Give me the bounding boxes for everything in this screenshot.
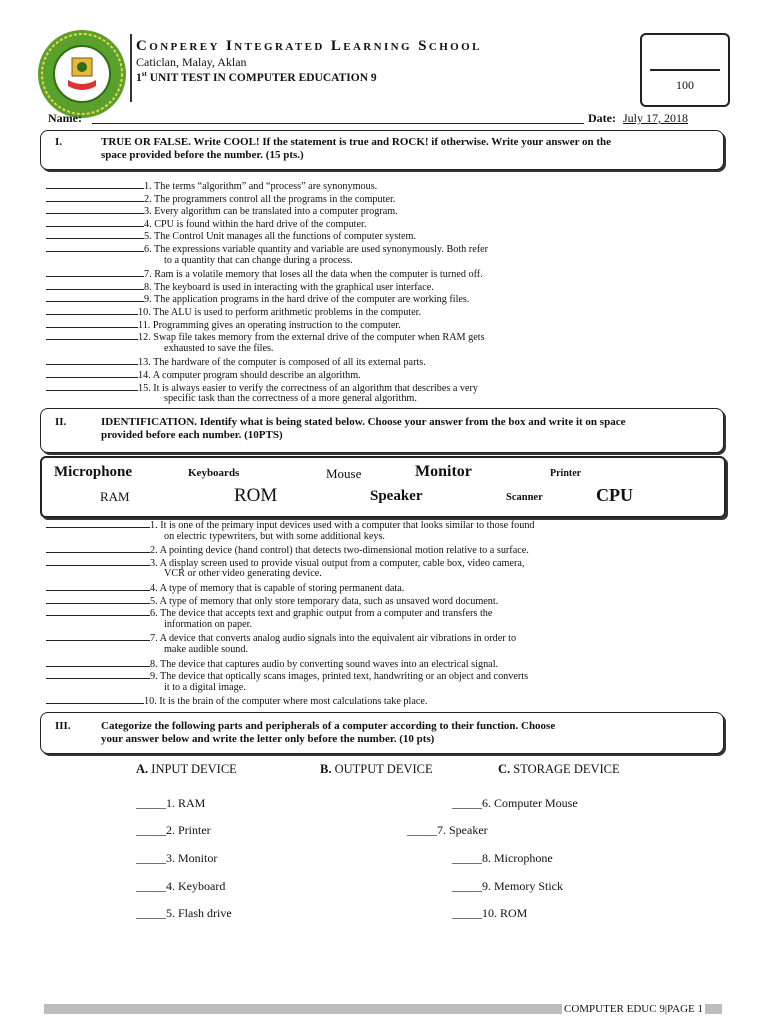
section3-box: [40, 712, 724, 754]
item-number: 15.: [138, 382, 151, 394]
item-text: The hardware of the computer is composed of all its external parts.: [153, 357, 426, 369]
school-name: Conperey Integrated Learning School: [136, 38, 482, 54]
answer-blank[interactable]: [46, 694, 144, 704]
answer-blank[interactable]: [46, 355, 138, 365]
section1-number: I.: [55, 136, 63, 148]
answer-blank[interactable]: [46, 594, 150, 604]
item-text: A type of memory that only store temporary data, such as unsaved word document.: [159, 595, 499, 607]
item-number: 4.: [150, 583, 158, 594]
item-text: A device that converts analog audio signals into the equivalent air vibrations in order to: [159, 633, 517, 645]
section2-box: [40, 408, 724, 453]
item-number: 12.: [138, 332, 151, 344]
item-text: A display screen used to provide visual output from a computer, cable box, video camera,: [159, 557, 525, 569]
word-bank-item: RAM: [100, 489, 130, 504]
word-bank-item: Printer: [550, 468, 582, 479]
word-bank-item: Monitor: [415, 463, 472, 480]
word-bank-item: ROM: [234, 485, 278, 506]
section2-item: [46, 694, 427, 709]
item-text-continued: VCR or other video generating device.: [164, 568, 322, 580]
date-value: July 17, 2018: [623, 111, 689, 125]
categorize-item: _____10. ROM: [452, 906, 528, 920]
item-number: 6.: [150, 608, 158, 620]
item-number: 2.: [144, 193, 152, 205]
section2-number: II.: [55, 416, 67, 428]
answer-blank[interactable]: [46, 330, 138, 340]
footer-page: COMPUTER EDUC 9|PAGE 1: [564, 1003, 704, 1015]
answer-blank[interactable]: [46, 280, 144, 290]
item-number: 9.: [150, 671, 158, 683]
categorize-item: _____3. Monitor: [136, 851, 218, 865]
score-total: 100: [676, 78, 694, 92]
school-logo: [36, 28, 128, 120]
section1-instruction-2: space provided before the number. (15 pts.): [101, 149, 304, 161]
item-number: 8.: [144, 281, 152, 293]
name-label: Name:: [48, 111, 82, 125]
choice-c: C. STORAGE DEVICE: [498, 762, 620, 776]
item-text: A type of memory that is capable of storing permanent data.: [159, 583, 405, 594]
categorize-item: _____2. Printer: [136, 823, 211, 837]
item-text-continued: it to a digital image.: [164, 681, 246, 693]
categorize-item: _____6. Computer Mouse: [452, 796, 578, 810]
answer-blank[interactable]: [46, 217, 144, 227]
answer-blank[interactable]: [46, 581, 150, 591]
answer-blank[interactable]: [46, 518, 150, 528]
item-text: It is the brain of the computer where most calculations take place.: [159, 696, 428, 708]
word-bank-item: Keyboards: [188, 467, 240, 479]
answer-blank[interactable]: [46, 292, 144, 302]
item-text: Programming gives an operating instruction to the computer.: [152, 319, 401, 331]
item-number: 10.: [138, 307, 151, 318]
answer-blank[interactable]: [46, 267, 144, 277]
answer-blank[interactable]: [46, 381, 138, 391]
item-text-continued: on electric typewriters, but with some additional keys.: [164, 530, 385, 542]
item-text: It is always easier to verify the correctness of an algorithm that describes a very: [153, 382, 479, 394]
score-line: [650, 69, 720, 71]
section1-instruction-1: TRUE OR FALSE. Write COOL! If the statement is true and ROCK! if otherwise. Write your answer on the: [101, 136, 612, 148]
answer-blank[interactable]: [46, 669, 150, 679]
section2-item: [46, 631, 516, 646]
item-text: The expressions variable quantity and variable are used synonymously. Both refer: [154, 244, 489, 255]
item-text-continued: information on paper.: [164, 618, 252, 630]
item-text: The device that captures audio by converting sound waves into an electrical signal.: [160, 658, 499, 670]
categorize-item: _____4. Keyboard: [136, 879, 226, 893]
answer-blank[interactable]: [46, 631, 150, 641]
header-divider: [130, 34, 132, 102]
item-text: The Control Unit manages all the functions of computer system.: [154, 231, 417, 243]
section1-box: [40, 130, 724, 170]
date-label: Date:: [588, 111, 616, 125]
item-text: The device that optically scans images, printed text, handwriting or an object and converts: [160, 671, 529, 683]
answer-blank[interactable]: [46, 657, 150, 667]
item-number: 11.: [138, 319, 151, 331]
word-bank-item: Microphone: [54, 464, 133, 480]
categorize-item: _____1. RAM: [136, 796, 206, 810]
section2-item: [46, 669, 528, 684]
answer-blank[interactable]: [46, 242, 144, 252]
answer-blank[interactable]: [46, 305, 138, 315]
answer-blank[interactable]: [46, 543, 150, 553]
item-text: Swap file takes memory from the external drive of the computer when RAM gets: [153, 332, 485, 344]
item-text: A pointing device (hand control) that detects two-dimensional motion relative to a surface.: [159, 545, 529, 557]
name-field[interactable]: [92, 123, 584, 124]
categorize-item: _____8. Microphone: [452, 851, 553, 865]
item-text: Every algorithm can be translated into a computer program.: [154, 206, 398, 218]
item-text: The ALU is used to perform arithmetic problems in the computer.: [153, 307, 422, 318]
answer-blank[interactable]: [46, 204, 144, 214]
item-number: 5.: [150, 595, 158, 607]
word-bank-item: Scanner: [506, 492, 543, 503]
item-number: 14.: [138, 370, 151, 381]
item-text: The programmers control all the programs in the computer.: [154, 193, 396, 205]
item-number: 6.: [144, 244, 152, 255]
item-text: The terms “algorithm” and “process” are synonymous.: [154, 181, 378, 192]
categorize-item: _____5. Flash drive: [136, 906, 232, 920]
section3-number: III.: [55, 720, 71, 732]
section3-instruction-1: Categorize the following parts and peripherals of a computer according to their function. Choose: [101, 720, 556, 732]
word-bank-item: Mouse: [326, 466, 362, 481]
item-text: The application programs in the hard drive of the computer are working files.: [154, 294, 470, 306]
answer-blank[interactable]: [46, 318, 138, 328]
item-text: The device that accepts text and graphic output from a computer and transfers the: [160, 608, 493, 620]
word-bank-item: Speaker: [370, 488, 423, 504]
answer-blank[interactable]: [46, 368, 138, 378]
test-title: 1st UNIT TEST IN COMPUTER EDUCATION 9: [136, 70, 377, 84]
answer-blank[interactable]: [46, 606, 150, 616]
item-text-continued: to a quantity that can change during a process.: [164, 254, 353, 266]
choice-a: A. INPUT DEVICE: [136, 762, 237, 776]
word-bank-item: CPU: [596, 485, 633, 505]
choice-b: B. OUTPUT DEVICE: [320, 762, 433, 776]
item-number: 1.: [150, 520, 158, 531]
section2-item: [46, 606, 492, 621]
categorize-item: _____7. Speaker: [407, 823, 488, 837]
item-number: 8.: [150, 658, 158, 670]
item-text-continued: specific task than the correctness of a more general algorithm.: [164, 393, 417, 405]
item-number: 9.: [144, 294, 152, 306]
answer-blank[interactable]: [46, 229, 144, 239]
categorize-item: _____9. Memory Stick: [452, 879, 563, 893]
school-address: Caticlan, Malay, Aklan: [136, 55, 247, 69]
item-number: 1.: [144, 181, 152, 192]
item-text: Ram is a volatile memory that loses all the data when the computer is turned off.: [154, 269, 483, 281]
item-text: It is one of the primary input devices used with a computer that looks similar to those found: [160, 520, 535, 531]
item-number: 3.: [144, 206, 152, 218]
item-text: The keyboard is used in interacting with the graphical user interface.: [154, 281, 434, 293]
item-text: A computer program should describe an algorithm.: [152, 370, 361, 381]
section3-instruction-2: your answer below and write the letter only before the number. (10 pts): [101, 733, 435, 745]
section2-instruction-1: IDENTIFICATION. Identify what is being stated below. Choose your answer from the box and write it on space: [101, 416, 626, 428]
word-bank-box: [40, 456, 726, 518]
item-number: 2.: [150, 545, 158, 557]
item-text-continued: exhausted to save the files.: [164, 342, 274, 354]
item-number: 7.: [150, 633, 158, 645]
item-text-continued: make audible sound.: [164, 644, 249, 655]
item-number: 13.: [138, 357, 151, 369]
item-number: 5.: [144, 231, 152, 243]
item-number: 10.: [144, 696, 157, 708]
section2-instruction-2: provided before each number. (10PTS): [101, 429, 283, 441]
answer-blank[interactable]: [46, 192, 144, 202]
item-text: CPU is found within the hard drive of the computer.: [154, 218, 367, 230]
item-number: 7.: [144, 269, 152, 281]
answer-blank[interactable]: [46, 556, 150, 566]
item-number: 3.: [150, 557, 158, 569]
answer-blank[interactable]: [46, 179, 144, 189]
item-number: 4.: [144, 218, 152, 230]
